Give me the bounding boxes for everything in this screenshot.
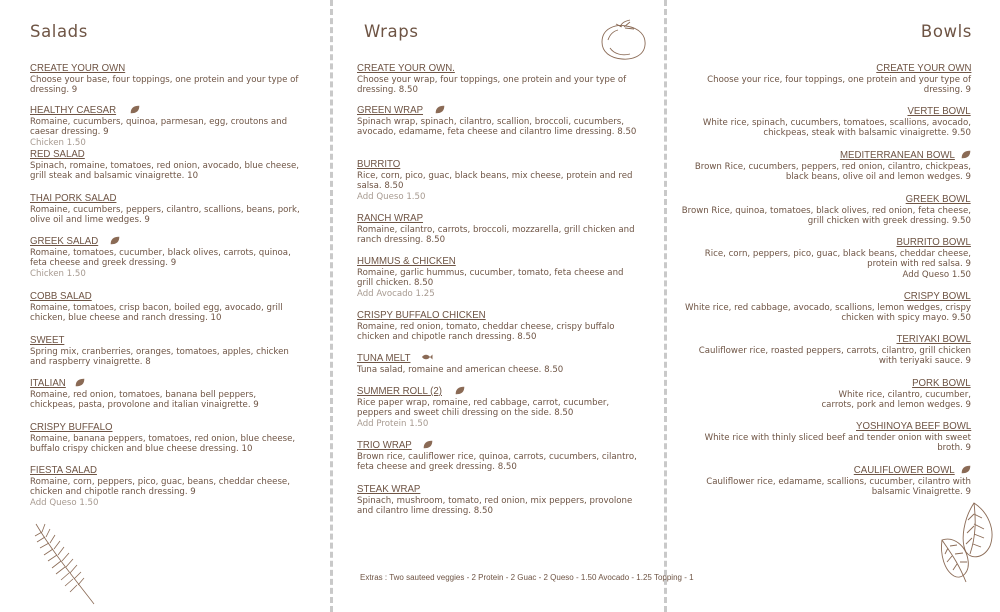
item-description: Brown rice, cauliflower rice, quinoa, carrots, cucumbers, cilantro, feta cheese and greek dressing. 8.50 <box>357 452 637 473</box>
item-description: Spring mix, cranberries, oranges, tomatoes, apples, chicken and raspberry vinaigrette. 8 <box>30 347 289 368</box>
item-name: GREEK BOWL <box>906 193 971 205</box>
item-extra: Add Avocado 1.25 <box>357 288 435 299</box>
item-name: CREATE YOUR OWN. <box>357 62 455 74</box>
item-name: THAI PORK SALAD <box>30 192 117 204</box>
menu-item <box>681 284 971 327</box>
menu-item <box>357 303 637 346</box>
wraps-list <box>357 56 637 517</box>
menu-item <box>30 284 300 328</box>
menu-item <box>357 433 637 477</box>
item-name: CRISPY BOWL <box>904 290 971 302</box>
item-description: Brown Rice, quinoa, tomatoes, black olives, red onion, feta cheese, grill chicken with greek dressing. 9.50 <box>681 206 971 227</box>
fold-line-left <box>330 0 333 612</box>
item-name: BURRITO <box>357 158 401 170</box>
item-description: White rice with thinly sliced beef and tender onion with sweet broth. 9 <box>704 433 971 454</box>
item-description: Romaine, garlic hummus, cucumber, tomato, feta cheese and grill chicken. 8.50 <box>357 268 624 289</box>
item-description: Choose your wrap, four toppings, one protein and your type of dressing. 8.50 <box>357 75 627 96</box>
item-name: VERTE BOWL <box>907 105 971 117</box>
item-name: CAULIFLOWER BOWL <box>854 464 955 476</box>
item-name: CRISPY BUFFALO CHICKEN <box>357 309 486 321</box>
item-name: BURRITO BOWL <box>896 236 971 248</box>
basil-leaves-illustration <box>936 500 1000 584</box>
menu-item <box>30 371 300 415</box>
item-description: Spinach, mushroom, tomato, red onion, mix peppers, provolone and cilantro lime dressing. 8.50 <box>357 496 633 517</box>
menu-item <box>357 98 637 152</box>
menu-item <box>681 230 971 284</box>
item-extra: Add Protein 1.50 <box>357 418 429 429</box>
item-extra: Chicken 1.50 <box>30 137 86 148</box>
salads-heading: Salads <box>30 22 88 41</box>
leaf-icon <box>961 150 971 159</box>
item-description: Romaine, tomatoes, crisp bacon, boiled egg, avocado, grill chicken, blue cheese and ranch dressing. 10 <box>30 303 283 324</box>
item-description: Romaine, corn, peppers, pico, guac, beans, cheddar cheese, chicken and chipotle ranch dressing. 9 <box>30 477 290 498</box>
item-description: Romaine, red onion, tomatoes, banana bell peppers, chickpeas, pasta, provolone and italian vinaigrette. 9 <box>30 390 259 411</box>
item-name: CREATE YOUR OWN <box>875 62 971 74</box>
item-name: TUNA MELT <box>357 352 411 364</box>
item-description: Romaine, cucumbers, quinoa, parmesan, egg, croutons and caesar dressing. 9 <box>30 117 288 138</box>
leaf-icon <box>75 378 85 387</box>
menu-item <box>681 327 971 371</box>
menu-item <box>30 415 300 458</box>
item-description: Cauliflower rice, edamame, scallions, cucumber, cilantro with balsamic Vinaigrette. 9 <box>706 477 971 498</box>
wraps-heading: Wraps <box>364 22 419 41</box>
menu-item <box>681 371 971 414</box>
leaf-icon <box>961 465 971 474</box>
item-name: GREEK SALAD <box>30 235 99 247</box>
menu-item <box>357 56 637 98</box>
item-extra: Chicken 1.50 <box>30 268 86 279</box>
item-description: Rice, corn, pico, guac, black beans, mix cheese, protein and red salsa. 8.50 <box>357 171 633 192</box>
leaf-icon <box>423 440 433 449</box>
menu-item <box>30 328 300 371</box>
item-name: CREATE YOUR OWN <box>30 62 126 74</box>
item-name: ITALIAN <box>30 377 66 389</box>
leaf-icon <box>455 386 465 395</box>
item-description: White rice, red cabbage, avocado, scallions, lemon wedges, crispy chicken with spicy mayo. 9.50 <box>685 303 971 324</box>
menu-item <box>30 142 300 186</box>
item-name: COBB SALAD <box>30 290 92 302</box>
item-name: RED SALAD <box>30 148 85 160</box>
item-extra: Add Queso 1.50 <box>902 269 971 280</box>
item-name: HUMMUS & CHICKEN <box>357 255 456 267</box>
leaf-icon <box>435 105 445 114</box>
item-name: GREEN WRAP <box>357 104 424 116</box>
item-description: Brown Rice, cucumbers, peppers, red onion, cilantro, chickpeas, black beans, olive oil and lemon wedges. 9 <box>694 162 971 183</box>
item-extra: Add Queso 1.50 <box>357 191 426 202</box>
wheat-sprig-illustration <box>30 518 100 608</box>
menu-item <box>357 206 637 249</box>
item-description: Rice, corn, peppers, pico, guac, black beans, cheddar cheese, protein with red salsa. 9 <box>704 249 971 270</box>
item-extra: Add Queso 1.50 <box>30 497 99 508</box>
item-description: Choose your rice, four toppings, one protein and your type of dressing. 9 <box>707 75 971 96</box>
menu-item <box>30 56 300 98</box>
item-description: White rice, spinach, cucumbers, tomatoes, scallions, avocado, chickpeas, steak with balsamic vinaigrette. 9.50 <box>702 118 971 139</box>
menu-item <box>357 346 637 379</box>
item-description: Tuna salad, romaine and american cheese. 8.50 <box>357 365 564 375</box>
salads-list <box>30 56 300 508</box>
extras-line: Extras : Two sauteed veggies - 2 Protein - 2 Guac - 2 Queso - 1.50 Avocado - 1.25 Topping - 1 <box>360 573 694 582</box>
wraps-panel <box>334 0 694 612</box>
menu-item <box>357 152 637 206</box>
item-name: SUMMER ROLL (2) <box>357 385 442 397</box>
item-name: SWEET <box>30 334 65 346</box>
item-name: YOSHINOYA BEEF BOWL <box>855 420 971 432</box>
item-description: Romaine, cilantro, carrots, broccoli, mozzarella, grill chicken and ranch dressing. 8.50 <box>357 225 635 246</box>
fish-icon <box>421 353 433 361</box>
menu-item <box>681 99 971 143</box>
bowls-panel <box>668 0 1000 612</box>
fold-line-right <box>664 0 667 612</box>
leaf-icon <box>110 236 120 245</box>
menu-item <box>30 458 300 508</box>
item-description: Romaine, banana peppers, tomatoes, red onion, blue cheese, buffalo crispy chicken and blue cheese dressing. 10 <box>30 434 296 455</box>
menu-item <box>357 477 637 517</box>
item-description: Romaine, cucumbers, peppers, cilantro, scallions, beans, pork, olive oil and lime wedges. 9 <box>30 205 300 226</box>
item-name: STEAK WRAP <box>357 483 421 495</box>
item-description: Cauliflower rice, roasted peppers, carrots, cilantro, grill chicken with teriyaki sauce. 9 <box>698 346 971 367</box>
menu-item <box>681 414 971 458</box>
item-name: HEALTHY CAESAR <box>30 104 117 116</box>
item-description: Choose your base, four toppings, one protein and your type of dressing. 9 <box>30 75 299 96</box>
bowls-heading: Bowls <box>920 22 972 41</box>
item-name: PORK BOWL <box>912 377 971 389</box>
item-name: RANCH WRAP <box>357 212 424 224</box>
menu-item <box>30 98 300 148</box>
menu-item <box>30 229 300 284</box>
item-description: White rice, cilantro, cucumber, carrots, pork and lemon wedges. 9 <box>821 390 971 411</box>
item-description: Romaine, red onion, tomato, cheddar cheese, crispy buffalo chicken and chipotle ranch dressing. 8.50 <box>357 322 615 343</box>
item-name: FIESTA SALAD <box>30 464 97 476</box>
item-name: TRIO WRAP <box>357 439 412 451</box>
bowls-list <box>681 56 971 498</box>
menu-item <box>681 56 971 99</box>
item-name: CRISPY BUFFALO <box>30 421 113 433</box>
menu-item <box>681 187 971 230</box>
item-description: Romaine, tomatoes, cucumber, black olives, carrots, quinoa, feta cheese and greek dressing. 9 <box>30 248 291 269</box>
item-name: TERIYAKI BOWL <box>896 333 971 345</box>
menu-item <box>681 143 971 187</box>
item-description: Spinach, romaine, tomatoes, red onion, avocado, blue cheese, grill steak and balsamic vinaigrette. 10 <box>30 161 299 182</box>
leaf-icon <box>130 105 140 114</box>
menu-item <box>357 379 637 433</box>
item-description: Rice paper wrap, romaine, red cabbage, carrot, cucumber, peppers and sweet chili dressing on the side. 8.50 <box>357 398 610 419</box>
menu-item <box>681 458 971 498</box>
item-description: Spinach wrap, spinach, cilantro, scallion, broccoli, cucumbers, avocado, edamame, feta cheese and cilantro lime dressing. 8.50 <box>357 117 637 138</box>
menu-item <box>357 249 637 303</box>
salads-panel <box>0 0 330 612</box>
menu-item <box>30 186 300 229</box>
item-name: MEDITERRANEAN BOWL <box>840 149 955 161</box>
